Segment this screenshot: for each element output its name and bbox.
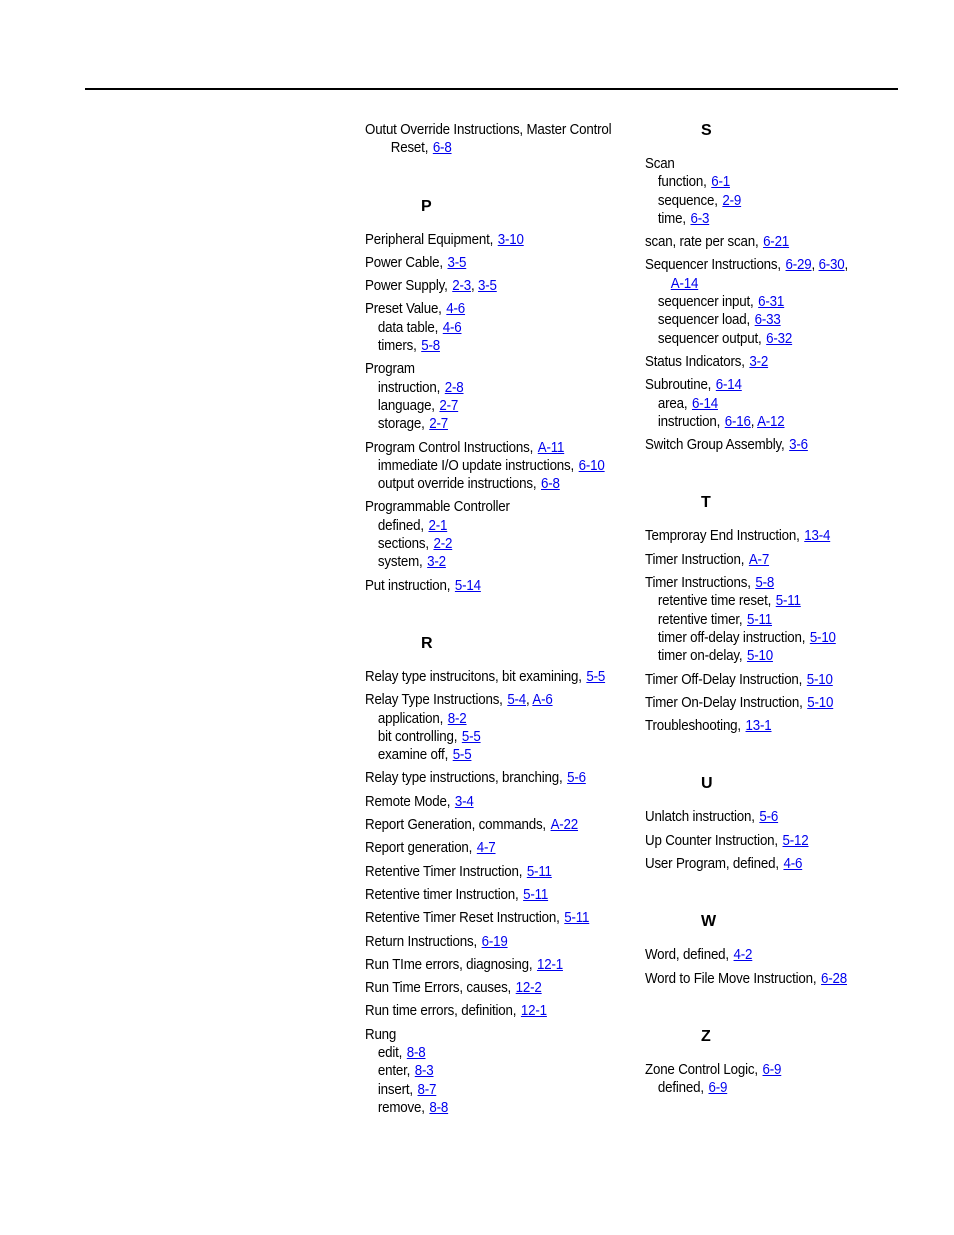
index-term: Troubleshooting, — [645, 718, 741, 735]
index-entry — [645, 808, 857, 826]
page-ref-link[interactable]: 2-9 — [722, 192, 742, 209]
index-line: Power Supply, 2-3, 3-5 — [365, 278, 497, 295]
index-subentry — [365, 746, 600, 764]
index-entry — [645, 717, 857, 735]
index-line — [645, 832, 857, 850]
index-line — [365, 1026, 600, 1044]
page-ref-link[interactable]: 4-6 — [446, 301, 466, 318]
index-entry — [365, 909, 600, 927]
index-term: language, — [377, 397, 435, 414]
index-term: retentive time reset, — [657, 593, 772, 610]
index-term: instruction, — [657, 413, 721, 430]
index-subentry — [365, 1081, 600, 1099]
index-term: Word, defined, — [645, 947, 729, 964]
index-line — [645, 574, 857, 592]
page-ref-link[interactable]: 5-4 — [507, 692, 527, 709]
index-entry — [645, 1061, 857, 1098]
index-entry — [645, 155, 857, 228]
page-ref-link[interactable]: 12-1 — [520, 1003, 547, 1020]
index-entry — [645, 694, 857, 712]
index-term: function, — [657, 174, 707, 191]
page-ref-link[interactable]: 12-2 — [515, 980, 542, 997]
page-ref-link[interactable]: 3-2 — [427, 554, 446, 571]
index-entry — [365, 231, 600, 249]
index-subentry — [645, 210, 857, 228]
page-ref-link[interactable]: 5-6 — [759, 809, 779, 826]
index-subentry — [365, 535, 600, 553]
page-ref-link[interactable]: 5-11 — [523, 886, 549, 903]
index-term: Run Time Errors, causes, — [365, 980, 512, 997]
page-ref-link[interactable]: A-22 — [550, 817, 579, 834]
page-ref-link[interactable]: 5-5 — [452, 747, 472, 764]
index-term: remove, — [377, 1099, 425, 1116]
index-term: Power Supply, — [365, 278, 448, 295]
section-heading-t: T — [701, 494, 711, 512]
index-entry — [645, 376, 857, 431]
index-entry — [645, 353, 857, 371]
page-ref-link[interactable]: 4-6 — [442, 319, 462, 336]
page-ref-link[interactable]: 5-14 — [454, 577, 481, 594]
index-entry — [365, 360, 600, 433]
index-line — [365, 933, 600, 951]
index-line — [365, 816, 600, 834]
index-term: insert, — [377, 1081, 413, 1098]
page-ref-link[interactable]: 6-9 — [708, 1080, 728, 1097]
index-line — [645, 808, 857, 826]
page-ref-link[interactable]: A-11 — [537, 439, 565, 456]
index-entry — [365, 886, 600, 904]
index-subentry — [645, 330, 857, 348]
page-ref-link[interactable]: 12-1 — [536, 956, 563, 973]
index-entry — [645, 551, 857, 569]
index-line — [365, 793, 600, 811]
index-entry — [365, 577, 600, 595]
index-line — [365, 1002, 600, 1020]
page-ref-link[interactable]: 6-14 — [691, 395, 718, 412]
index-term: Preset Value, — [365, 301, 442, 318]
index-entry — [365, 933, 600, 951]
section-heading-s: S — [701, 122, 712, 139]
index-entry — [645, 574, 857, 665]
index-term: timer off-delay instruction, — [657, 629, 806, 646]
page-ref-link[interactable]: 5-11 — [526, 863, 552, 880]
index-entry — [365, 277, 600, 295]
page-ref-link[interactable]: 2-3 — [452, 278, 471, 295]
index-subentry — [645, 611, 857, 629]
index-term: enter, — [377, 1063, 411, 1080]
index-subentry — [645, 395, 857, 413]
index-entry — [365, 121, 612, 158]
page-ref-link[interactable]: A-12 — [757, 413, 785, 430]
index-term: Subroutine, — [645, 377, 712, 394]
index-term: Remote Mode, — [365, 793, 451, 810]
page-ref-link[interactable]: 2-7 — [439, 397, 459, 414]
index-line — [365, 979, 600, 997]
index-term: Outut Override Instructions, Master Control — [365, 122, 612, 138]
page-ref-link[interactable]: 5-6 — [567, 770, 586, 787]
index-line — [365, 956, 600, 974]
page-ref-link[interactable]: 8-2 — [447, 710, 467, 727]
index-entry — [365, 668, 606, 686]
index-term: retentive timer, — [657, 611, 743, 628]
index-line — [645, 233, 857, 251]
index-term: bit controlling, — [377, 728, 458, 745]
page-ref-link[interactable]: 6-32 — [766, 330, 793, 347]
index-line — [365, 139, 600, 157]
index-subentry — [365, 710, 600, 728]
index-term: system, — [377, 554, 423, 571]
index-line — [365, 231, 600, 249]
page-ref-link[interactable]: 5-11 — [564, 910, 590, 927]
page-ref-link[interactable]: 3-4 — [454, 793, 474, 810]
index-term: examine off, — [377, 747, 449, 764]
index-term: sequencer output, — [657, 330, 762, 347]
section-heading-u: U — [701, 775, 713, 793]
page-ref-link[interactable]: 6-19 — [481, 933, 508, 950]
page-ref-link[interactable]: 6-14 — [715, 377, 742, 394]
index-subentry — [645, 647, 857, 665]
index-term: application, — [377, 710, 444, 727]
page-ref-link[interactable]: 6-9 — [762, 1061, 782, 1078]
index-term: User Program, defined, — [645, 856, 779, 873]
page-ref-link[interactable]: 8-3 — [414, 1063, 434, 1080]
section-heading-w: W — [701, 913, 717, 931]
index-entry — [645, 832, 857, 850]
page-ref-link[interactable]: 8-8 — [406, 1044, 426, 1061]
index-entry — [365, 863, 600, 881]
index-line — [365, 769, 600, 787]
index-line — [365, 668, 606, 686]
index-term: Timer Instructions, — [645, 575, 751, 592]
index-subentry — [645, 592, 857, 610]
index-term: Sequencer Instructions, — [645, 257, 781, 274]
page-ref-link[interactable]: 2-7 — [429, 416, 448, 433]
page-ref-link[interactable]: 5-10 — [807, 694, 834, 711]
index-entry — [645, 256, 857, 347]
page-ref-link[interactable]: 4-6 — [783, 856, 803, 873]
index-line — [645, 1061, 857, 1079]
index-subentry — [365, 319, 600, 337]
index-term: Unlatch instruction, — [645, 809, 755, 826]
header-rule — [85, 88, 898, 90]
index-line — [645, 694, 857, 712]
page-ref-link[interactable]: A-14 — [670, 275, 699, 292]
index-subentry — [645, 311, 857, 329]
index-entry — [645, 671, 857, 689]
page-ref-link[interactable]: 5-5 — [586, 668, 606, 685]
index-term: Program — [365, 361, 415, 378]
page-ref-link[interactable]: 6-8 — [541, 476, 560, 493]
index-term: Report generation, — [365, 840, 473, 857]
section-heading-p: P — [421, 197, 432, 215]
index-term: sequence, — [657, 192, 718, 209]
index-entry — [645, 946, 857, 964]
index-entry — [365, 956, 600, 974]
index-entry — [365, 979, 600, 997]
page-ref-link[interactable]: 5-11 — [775, 593, 801, 610]
index-subentry — [645, 192, 857, 210]
index-term: Up Counter Instruction, — [645, 832, 778, 849]
index-subentry — [365, 517, 600, 535]
index-line: Sequencer Instructions, 6-29, 6-30, — [645, 257, 849, 274]
index-term: Timer On-Delay Instruction, — [645, 694, 803, 711]
page-ref-link[interactable]: 8-8 — [429, 1099, 449, 1116]
page-ref-link[interactable]: A-6 — [532, 692, 553, 709]
page-ref-link[interactable]: 2-2 — [433, 536, 453, 553]
page-ref-link[interactable]: 3-5 — [447, 254, 467, 271]
index-term: Temproray End Instruction, — [645, 528, 800, 545]
page-ref-link[interactable]: 2-8 — [444, 379, 464, 396]
index-entry — [645, 436, 857, 454]
index-term: Relay Type Instructions, — [365, 692, 503, 709]
index-term: defined, — [657, 1080, 704, 1097]
page-ref-link[interactable]: 5-10 — [809, 629, 836, 646]
page-ref-link[interactable]: 6-16 — [724, 413, 751, 430]
index-line — [645, 376, 857, 394]
page-ref-link[interactable]: 3-6 — [789, 437, 808, 454]
index-term: immediate I/O update instructions, — [377, 457, 575, 474]
index-term: scan, rate per scan, — [645, 234, 759, 251]
index-term: data table, — [377, 319, 439, 336]
index-subentry — [365, 457, 605, 475]
index-line — [645, 353, 857, 371]
page-ref-link[interactable]: 5-12 — [782, 832, 809, 849]
page-ref-link[interactable]: 4-2 — [733, 947, 753, 964]
index-entry — [365, 1026, 600, 1117]
index-line — [645, 527, 857, 545]
index-subentry — [645, 629, 857, 647]
page-ref-link[interactable]: 6-1 — [711, 174, 730, 191]
index-term: Programmable Controller — [365, 499, 510, 516]
index-column-left — [365, 121, 620, 1117]
index-line — [365, 360, 600, 378]
index-term: Program Control Instructions, — [365, 439, 534, 456]
index-entry — [645, 970, 857, 988]
index-term: Run TIme errors, diagnosing, — [365, 956, 533, 973]
index-term: Rung — [365, 1026, 397, 1043]
page-ref-link[interactable]: 8-7 — [417, 1081, 437, 1098]
index-entry — [645, 233, 857, 251]
page-ref-link[interactable]: 3-10 — [497, 231, 524, 248]
index-subentry — [645, 293, 857, 311]
index-term: Reset, — [390, 140, 429, 157]
page-ref-link[interactable]: 6-33 — [754, 312, 781, 329]
index-term: area, — [657, 395, 688, 412]
index-line — [365, 909, 600, 927]
index-term: Relay type instructions, branching, — [365, 770, 563, 787]
index-line — [645, 275, 857, 293]
index-entry — [365, 1002, 600, 1020]
index-term: Word to File Move Instruction, — [645, 970, 817, 987]
page-ref-link[interactable]: 13-1 — [745, 718, 772, 735]
page-ref-link[interactable]: 6-3 — [690, 210, 710, 227]
page-ref-link[interactable]: 6-29 — [785, 257, 812, 274]
page-ref-link[interactable]: 3-5 — [478, 278, 497, 295]
index-entry — [365, 498, 600, 571]
index-entry — [365, 439, 605, 494]
index-line — [645, 717, 857, 735]
index-term: Retentive Timer Reset Instruction, — [365, 910, 560, 927]
index-subentry — [365, 379, 600, 397]
index-term: sequencer load, — [657, 312, 751, 329]
index-term: instruction, — [377, 379, 441, 396]
index-subentry: instruction, 6-16, A-12 — [657, 413, 785, 430]
index-line — [365, 577, 600, 595]
index-line — [365, 439, 600, 457]
index-term: timer on-delay, — [657, 648, 743, 665]
index-term: Run time errors, definition, — [365, 1003, 517, 1020]
index-subentry — [365, 728, 600, 746]
index-line — [645, 970, 857, 988]
index-subentry — [365, 475, 600, 493]
index-line — [645, 436, 857, 454]
page-ref-link[interactable]: 4-7 — [476, 840, 496, 857]
index-term: Return Instructions, — [365, 933, 477, 950]
index-term: edit, — [377, 1044, 403, 1061]
index-term: Put instruction, — [365, 577, 451, 594]
section-heading-r: R — [421, 634, 433, 652]
index-line — [645, 671, 857, 689]
index-term: Switch Group Assembly, — [645, 437, 785, 454]
page-ref-link[interactable]: 5-10 — [746, 648, 773, 665]
index-subentry — [365, 1044, 600, 1062]
index-term: sequencer input, — [657, 294, 754, 311]
index-line — [645, 155, 857, 173]
index-term: sections, — [377, 536, 429, 553]
index-subentry — [365, 1062, 600, 1080]
index-line — [365, 863, 600, 881]
index-subentry — [645, 173, 857, 191]
index-subentry — [365, 415, 600, 433]
page-ref-link[interactable]: 6-28 — [821, 970, 848, 987]
index-entry — [365, 300, 600, 355]
index-term: Power Cable, — [365, 254, 443, 271]
index-line — [365, 121, 612, 139]
page-ref-link[interactable]: 5-5 — [461, 728, 481, 745]
index-entry — [365, 816, 600, 834]
index-line: Relay Type Instructions, 5-4, A-6 — [365, 692, 553, 709]
index-term: Peripheral Equipment, — [365, 231, 494, 248]
index-term: Timer Off-Delay Instruction, — [645, 671, 803, 688]
page-ref-link[interactable]: 6-30 — [818, 257, 845, 274]
index-entry — [365, 793, 600, 811]
index-line — [365, 300, 600, 318]
index-entry — [365, 254, 600, 272]
index-entry — [365, 691, 600, 764]
page-ref-link[interactable]: 6-21 — [763, 234, 790, 251]
page-ref-link[interactable]: 5-10 — [806, 671, 833, 688]
page-ref-link[interactable]: 3-2 — [749, 353, 769, 370]
index-term: defined, — [377, 517, 424, 534]
index-entry — [645, 527, 857, 545]
index-line — [645, 855, 857, 873]
index-line — [645, 946, 857, 964]
page-ref-link[interactable]: 2-1 — [428, 517, 448, 534]
index-line — [365, 886, 600, 904]
page-ref-link[interactable]: 6-31 — [758, 294, 785, 311]
page-ref-link[interactable]: 5-8 — [755, 575, 775, 592]
index-line — [365, 498, 600, 516]
index-line — [365, 839, 600, 857]
index-term: Retentive Timer Instruction, — [365, 863, 523, 880]
page-ref-link[interactable]: A-7 — [748, 551, 770, 568]
index-term: Report Generation, commands, — [365, 817, 546, 834]
index-term: Zone Control Logic, — [645, 1061, 758, 1078]
index-line — [365, 254, 600, 272]
index-subentry — [365, 553, 600, 571]
page-ref-link[interactable]: 13-4 — [804, 528, 831, 545]
index-term: timers, — [377, 338, 417, 355]
index-term: Relay type instrucitons, bit examining, — [365, 668, 582, 685]
index-term: Retentive timer Instruction, — [365, 886, 519, 903]
page-ref-link[interactable]: 5-8 — [421, 338, 440, 355]
index-subentry — [365, 397, 600, 415]
index-term: Scan — [645, 156, 675, 172]
index-entry — [365, 769, 600, 787]
page-ref-link[interactable]: 6-8 — [432, 140, 452, 157]
index-subentry — [645, 1079, 857, 1097]
index-subentry — [365, 1099, 600, 1117]
index-column-right — [645, 121, 875, 1098]
index-term: Status Indicators, — [645, 353, 745, 370]
index-term: output override instructions, — [377, 476, 537, 493]
section-heading-z: Z — [701, 1027, 711, 1045]
page-ref-link[interactable]: 6-10 — [578, 457, 605, 474]
index-term: Timer Instruction, — [645, 551, 745, 568]
index-entry — [645, 855, 857, 873]
index-term: storage, — [377, 416, 425, 433]
index-term: time, — [657, 210, 686, 227]
page-ref-link[interactable]: 5-11 — [747, 611, 773, 628]
index-subentry — [365, 337, 600, 355]
index-line — [645, 551, 857, 569]
index-entry — [365, 839, 600, 857]
